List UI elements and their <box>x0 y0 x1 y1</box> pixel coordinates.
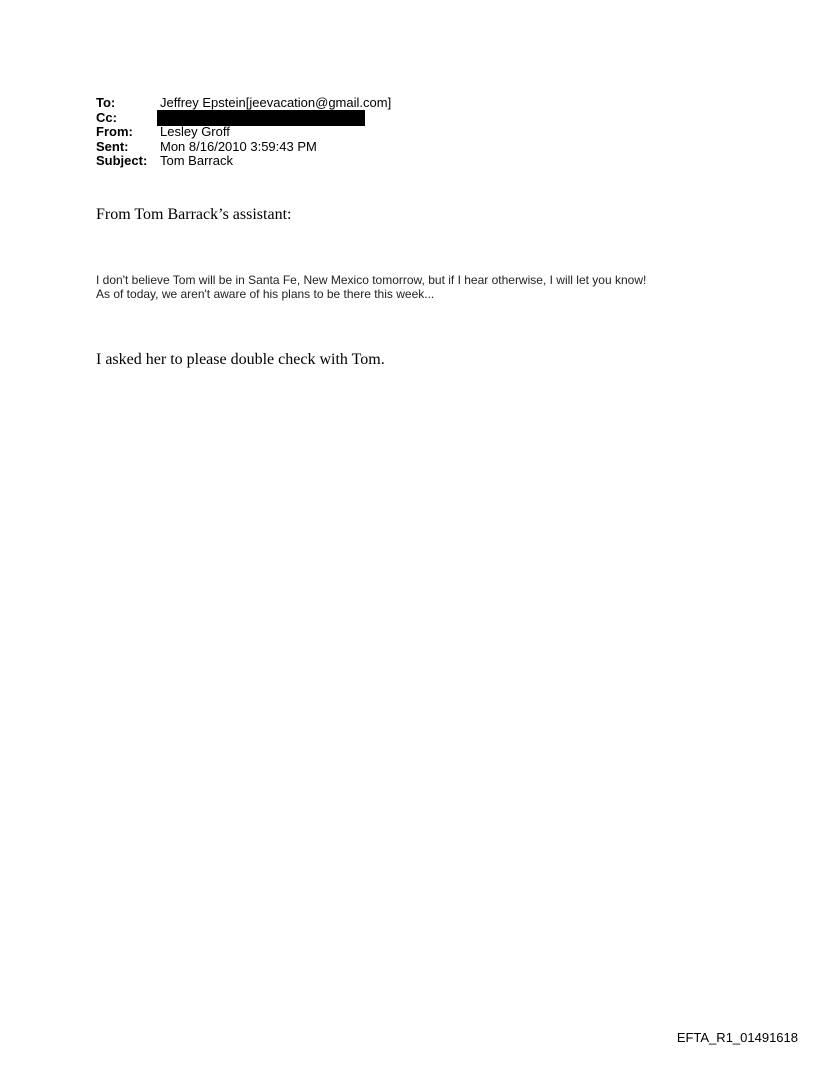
to-value: Jeffrey Epstein[jeevacation@gmail.com] <box>160 95 392 110</box>
subject-value: Tom Barrack <box>160 153 233 168</box>
sent-label: Sent: <box>96 138 129 154</box>
cc-label: Cc: <box>96 109 117 125</box>
sent-value: Mon 8/16/2010 3:59:43 PM <box>160 138 317 154</box>
body-followup: I asked her to please double check with Tom. <box>96 351 385 368</box>
cc-row <box>96 111 391 126</box>
quoted-line-2: As of today, we aren't aware of his plans to be there this week... <box>96 287 435 301</box>
to-label: To: <box>96 95 116 110</box>
quoted-line-1: I don't believe Tom will be in Santa Fe, New Mexico tomorrow, but if I hear otherwise, I will let you know! <box>96 273 647 287</box>
from-value: Lesley Groff <box>160 124 230 139</box>
email-header <box>96 96 391 169</box>
document-id: EFTA_R1_01491618 <box>676 1030 798 1045</box>
sent-row <box>96 140 391 155</box>
from-row <box>96 125 391 140</box>
to-row <box>96 96 391 111</box>
body-intro: From Tom Barrack’s assistant: <box>96 206 292 223</box>
quoted-message <box>96 273 646 301</box>
from-label: From: <box>96 124 133 139</box>
subject-row <box>96 154 391 169</box>
subject-label: Subject: <box>96 153 148 168</box>
